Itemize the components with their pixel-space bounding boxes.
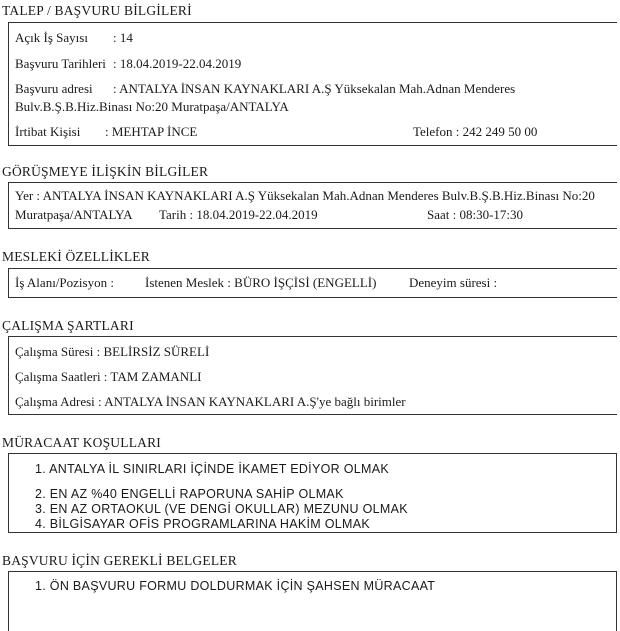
adres-value-line2: Bulv.B.Ş.B.Hiz.Binası No:20 Muratpaşa/ANTALYA [15, 99, 289, 114]
calisma-adresi: Çalışma Adresi : ANTALYA İNSAN KAYNAKLARI A.Ş'ye bağlı birimler [15, 394, 406, 409]
calisma-saatleri: Çalışma Saatleri : TAM ZAMANLI [15, 369, 202, 384]
calisma-box [8, 336, 617, 415]
irtibat-value: : MEHTAP İNCE [105, 124, 198, 139]
list-item: 1. ÖN BAŞVURU FORMU DOLDURMAK İÇİN ŞAHSEN MÜRACAAT [35, 579, 436, 593]
acik-is-value: : 14 [113, 30, 133, 45]
section-title-mesleki: MESLEKİ ÖZELLİKLER [2, 249, 150, 264]
adres-label: Başvuru adresi [15, 81, 93, 96]
talep-box [8, 22, 617, 146]
list-item: 3. EN AZ ORTAOKUL (VE DENGİ OKULLAR) MEZUNU OLMAK [35, 502, 408, 516]
list-item: 1. ANTALYA İL SINIRLARI İÇİNDE İKAMET EDİYOR OLMAK [35, 462, 389, 476]
is-alani-label: İş Alanı/Pozisyon : [15, 275, 114, 290]
gorusme-yer-line1: Yer : ANTALYA İNSAN KAYNAKLARI A.Ş Yüksekalan Mah.Adnan Menderes Bulv.B.Ş.B.Hiz.Binası No:20 [15, 188, 595, 203]
gorusme-saat: Saat : 08:30-17:30 [427, 207, 524, 222]
belgeler-box [8, 571, 617, 631]
basvuru-tarih-value: : 18.04.2019-22.04.2019 [113, 56, 242, 71]
list-item: 4. BİLGİSAYAR OFİS PROGRAMLARINA HAKİM OLMAK [35, 517, 371, 531]
list-item: 2. EN AZ %40 ENGELLİ RAPORUNA SAHİP OLMAK [35, 487, 344, 501]
section-title-talep: TALEP / BAŞVURU BİLGİLERİ [2, 3, 192, 18]
irtibat-label: İrtibat Kişisi [15, 124, 81, 139]
adres-value-line1: : ANTALYA İNSAN KAYNAKLARI A.Ş Yüksekalan Mah.Adnan Menderes [113, 81, 516, 96]
telefon: Telefon : 242 249 50 00 [413, 124, 538, 139]
gorusme-yer-line2: Muratpaşa/ANTALYA [15, 207, 133, 222]
section-title-muracaat: MÜRACAAT KOŞULLARI [2, 435, 161, 450]
istenen-meslek: İstenen Meslek : BÜRO İŞÇİSİ (ENGELLİ) [145, 275, 377, 290]
calisma-suresi: Çalışma Süresi : BELİRSİZ SÜRELİ [15, 344, 210, 359]
gorusme-box [8, 182, 617, 229]
mesleki-box [8, 268, 617, 298]
deneyim-suresi: Deneyim süresi : [409, 275, 498, 290]
section-title-belgeler: BAŞVURU İÇİN GEREKLİ BELGELER [2, 553, 237, 568]
section-title-gorusme: GÖRÜŞMEYE İLİŞKİN BİLGİLER [2, 164, 209, 179]
acik-is-label: Açık İş Sayısı [15, 30, 88, 45]
gorusme-tarih: Tarih : 18.04.2019-22.04.2019 [159, 207, 318, 222]
muracaat-box [8, 453, 617, 533]
basvuru-tarih-label: Başvuru Tarihleri [15, 56, 106, 71]
section-title-calisma: ÇALIŞMA ŞARTLARI [2, 318, 134, 333]
